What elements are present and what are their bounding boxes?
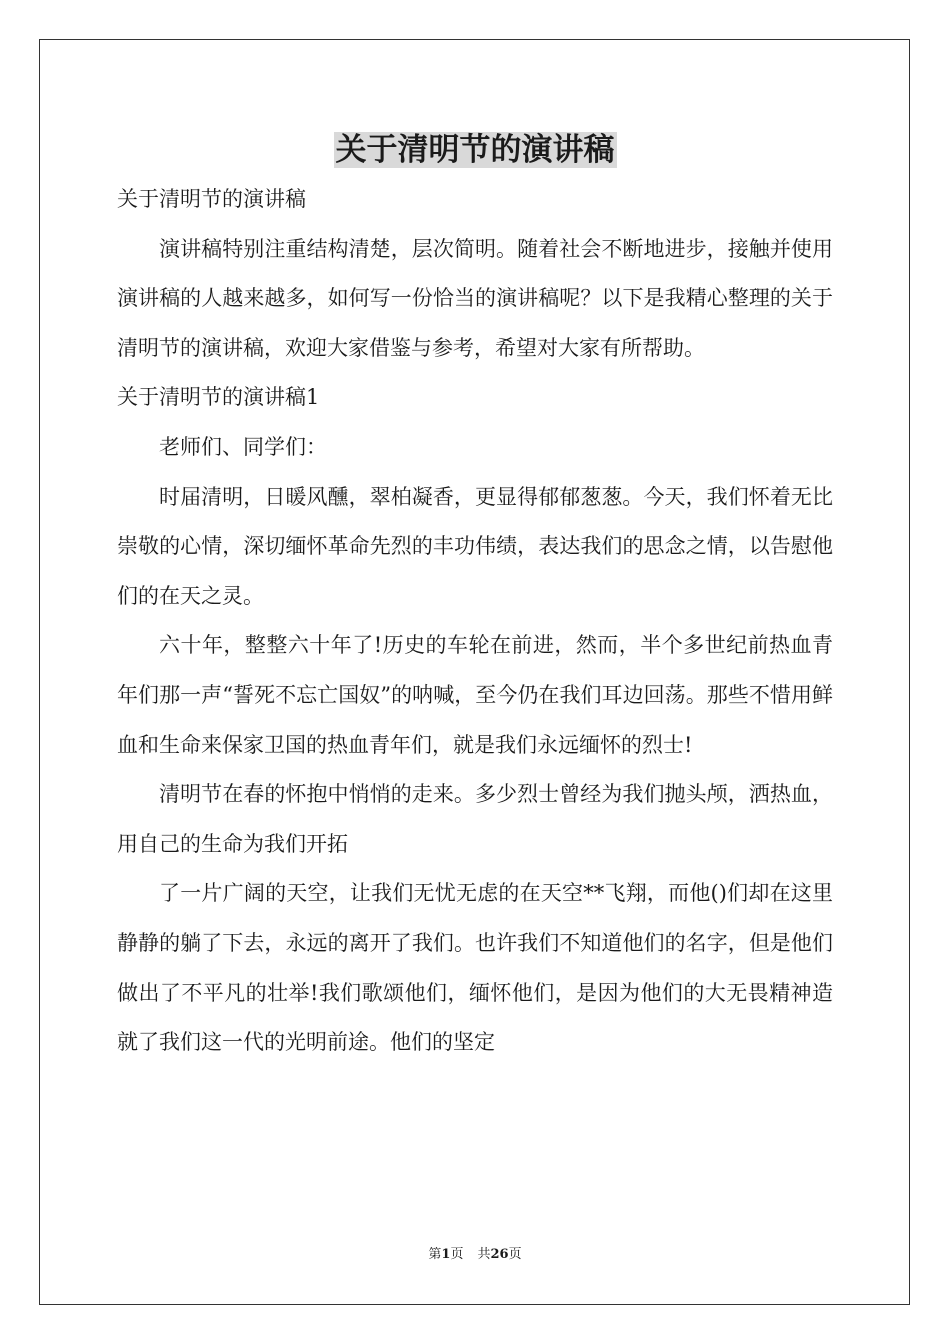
page-suffix: 页 xyxy=(450,1247,464,1262)
page-total: 26 xyxy=(490,1247,509,1262)
page-footer xyxy=(0,1246,950,1264)
paragraph: 关于清明节的演讲稿1 xyxy=(117,385,320,410)
paragraph: 了一片广阔的天空，让我们无忧无虑的在天空**飞翔，而他()们却在这里静静的躺了下去，永远的离开了我们。也许我们不知道他们的名字，但是他们做出了不平凡的壮举!我们歌颂他们，缅怀他们，是因为他们的大无畏精神造就了我们这一代的光明前途。他们的坚定 xyxy=(117,881,833,1055)
paragraph: 演讲稿特别注重结构清楚，层次简明。随着社会不断地进步，接触并使用演讲稿的人越来越多，如何写一份恰当的演讲稿呢？以下是我精心整理的关于清明节的演讲稿，欢迎大家借鉴与参考，希望对大家有所帮助。 xyxy=(117,236,833,360)
total-prefix: 共 xyxy=(477,1247,491,1262)
paragraph: 关于清明节的演讲稿 xyxy=(117,187,306,211)
document-body xyxy=(117,175,833,1068)
paragraph: 老师们、同学们： xyxy=(159,434,327,459)
page-prefix: 第 xyxy=(428,1247,442,1262)
title-text: 关于清明节的演讲稿 xyxy=(335,132,615,168)
paragraph: 清明节在春的怀抱中悄悄的走来。多少烈士曾经为我们抛头颅，洒热血，用自己的生命为我们开拓 xyxy=(117,782,833,856)
paragraph: 时届清明，日暖风醺，翠柏凝香，更显得郁郁葱葱。今天，我们怀着无比崇敬的心情，深切缅怀革命先烈的丰功伟绩，表达我们的思念之情，以告慰他们的在天之灵。 xyxy=(117,484,833,608)
paragraph: 六十年，整整六十年了!历史的车轮在前进，然而，半个多世纪前热血青年们那一声“誓死不忘亡国奴”的呐喊，至今仍在我们耳边回荡。那些不惜用鲜血和生命来保家卫国的热血青年们，就是我们永远缅怀的烈士! xyxy=(117,633,833,757)
total-suffix: 页 xyxy=(508,1247,522,1262)
page-current: 1 xyxy=(441,1247,451,1262)
document-title xyxy=(0,128,950,172)
